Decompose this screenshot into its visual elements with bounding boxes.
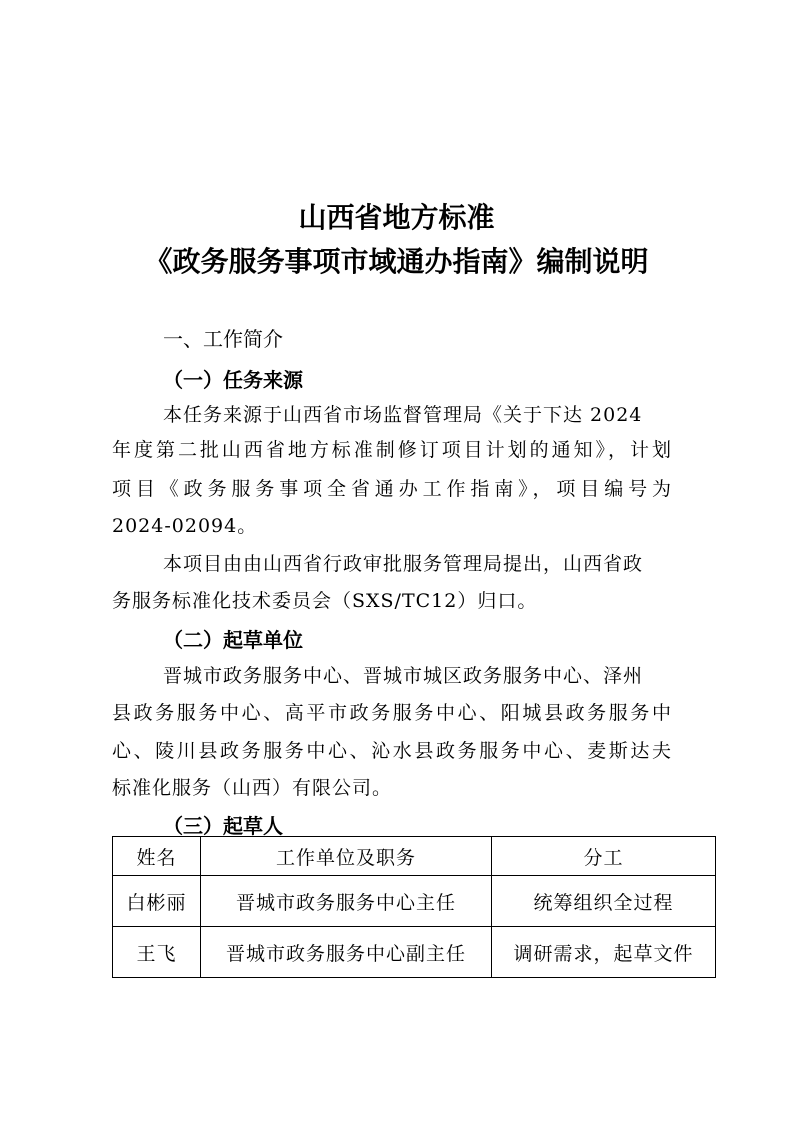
document-title-line-1: 山西省地方标准 [298, 201, 495, 234]
paragraph-line: 晋城市政务服务中心、晋城市城区政务服务中心、泽州 [163, 665, 644, 687]
paragraph-line: 标准化服务（山西）有限公司。 [112, 777, 393, 799]
table-cell-name: 白彬丽 [113, 876, 201, 927]
subheading-drafters: （三）起草人 [163, 814, 283, 838]
paragraph-line: 2024-02094。 [112, 515, 258, 537]
document-title-line-2: 《政务服务事项市域通办指南》编制说明 [144, 245, 649, 278]
table-header-row [113, 837, 716, 876]
drafters-table [112, 836, 716, 978]
section-heading-work-intro: 一、工作简介 [163, 327, 283, 351]
paragraph-line: 县政务服务中心、高平市政务服务中心、阳城县政务服务中 [112, 702, 672, 724]
table-row [113, 927, 716, 978]
subheading-drafting-units: （二）起草单位 [163, 628, 303, 652]
column-header-unit-position: 工作单位及职务 [201, 837, 492, 876]
paragraph-line: 本项目由由山西省行政审批服务管理局提出，山西省政 [163, 553, 644, 575]
paragraph-line: 年度第二批山西省地方标准制修订项目计划的通知》，计划 [112, 439, 672, 461]
table-cell-unit-position: 晋城市政务服务中心主任 [201, 876, 492, 927]
table-row [113, 876, 716, 927]
paragraph-line: 心、陵川县政务服务中心、沁水县政务服务中心、麦斯达夫 [112, 740, 672, 762]
table-cell-unit-position: 晋城市政务服务中心副主任 [201, 927, 492, 978]
paragraph-line: 务服务标准化技术委员会（SXS/TC12）归口。 [112, 590, 538, 612]
table-cell-division: 调研需求，起草文件 [492, 927, 716, 978]
column-header-name: 姓名 [113, 837, 201, 876]
column-header-division: 分工 [492, 837, 716, 876]
table-cell-name: 王飞 [113, 927, 201, 978]
table-cell-division: 统筹组织全过程 [492, 876, 716, 927]
paragraph-line: 项目《政务服务事项全省通办工作指南》，项目编号为 [112, 478, 672, 500]
paragraph-line: 本任务来源于山西省市场监督管理局《关于下达 2024 [163, 404, 643, 426]
subheading-task-source: （一）任务来源 [163, 368, 303, 392]
